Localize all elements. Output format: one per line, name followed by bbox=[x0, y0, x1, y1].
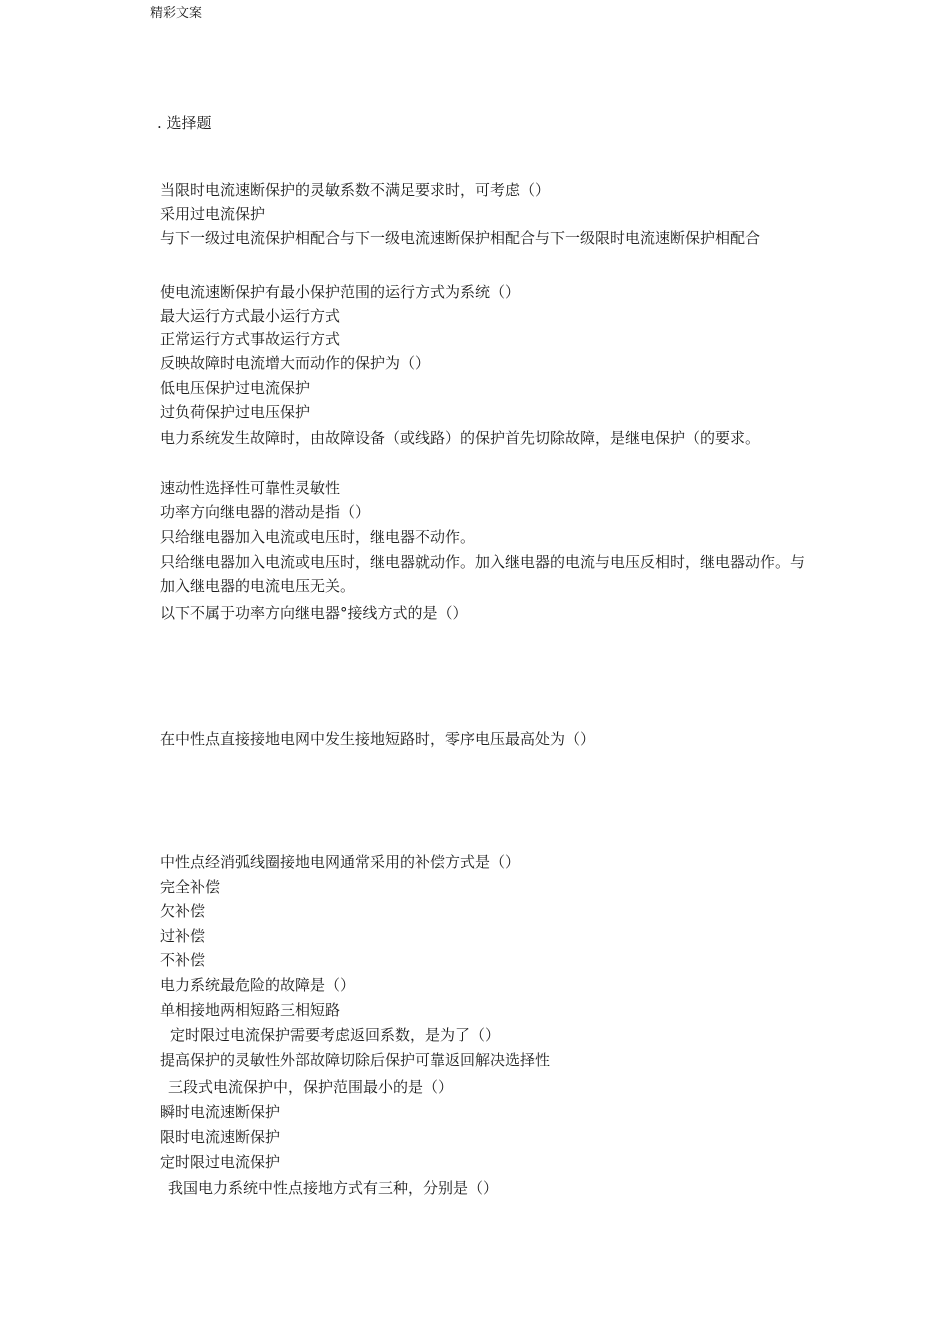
option-text: 不补偿 bbox=[160, 951, 206, 969]
option-text: 低电压保护过电流保护 bbox=[160, 379, 311, 397]
option-text: 瞬时电流速断保护 bbox=[160, 1103, 281, 1121]
option-text: 正常运行方式事故运行方式 bbox=[160, 330, 341, 348]
question-text: 电力系统最危险的故障是（） bbox=[160, 976, 356, 994]
option-text: 采用过电流保护 bbox=[160, 205, 266, 223]
option-text: 过负荷保护过电压保护 bbox=[160, 403, 311, 421]
option-text: 过补偿 bbox=[160, 927, 206, 945]
question-text: 在中性点直接接地电网中发生接地短路时，零序电压最高处为（） bbox=[160, 730, 596, 748]
option-text: 完全补偿 bbox=[160, 878, 221, 896]
option-text: 限时电流速断保护 bbox=[160, 1128, 281, 1146]
question-text: 当限时电流速断保护的灵敏系数不满足要求时，可考虑（） bbox=[160, 181, 551, 199]
option-text: 与下一级过电流保护相配合与下一级电流速断保护相配合与下一级限时电流速断保护相配合 bbox=[160, 229, 761, 247]
option-text: 定时限过电流保护 bbox=[160, 1153, 281, 1171]
question-text: 中性点经消弧线圈接地电网通常采用的补偿方式是（） bbox=[160, 853, 521, 871]
header-label: 精彩文案 bbox=[150, 6, 203, 21]
question-text: 三段式电流保护中，保护范围最小的是（） bbox=[168, 1078, 454, 1096]
option-text: 最大运行方式最小运行方式 bbox=[160, 307, 341, 325]
option-text: 只给继电器加入电流或电压时，继电器不动作。 bbox=[160, 528, 476, 546]
option-text: 速动性选择性可靠性灵敏性 bbox=[160, 479, 341, 497]
question-text: 使电流速断保护有最小保护范围的运行方式为系统（） bbox=[160, 283, 521, 301]
question-text: 反映故障时电流增大而动作的保护为（） bbox=[160, 354, 431, 372]
question-text: 以下不属于功率方向继电器°接线方式的是（） bbox=[160, 604, 468, 622]
option-text: 只给继电器加入电流或电压时，继电器就动作。加入继电器的电流与电压反相时，继电器动作。与加入继电器的电流电压无关。 bbox=[160, 553, 806, 595]
option-text: 单相接地两相短路三相短路 bbox=[160, 1001, 341, 1019]
question-text: 功率方向继电器的潜动是指（） bbox=[160, 503, 371, 521]
section-title: . 选择题 bbox=[157, 114, 212, 132]
option-text: 提高保护的灵敏性外部故障切除后保护可靠返回解决选择性 bbox=[160, 1051, 551, 1069]
option-text: 欠补偿 bbox=[160, 902, 206, 920]
question-text: 定时限过电流保护需要考虑返回系数，是为了（） bbox=[170, 1026, 501, 1044]
question-text: 电力系统发生故障时，由故障设备（或线路）的保护首先切除故障，是继电保护（的要求。 bbox=[160, 429, 761, 447]
question-text: 我国电力系统中性点接地方式有三种，分别是（） bbox=[168, 1179, 499, 1197]
